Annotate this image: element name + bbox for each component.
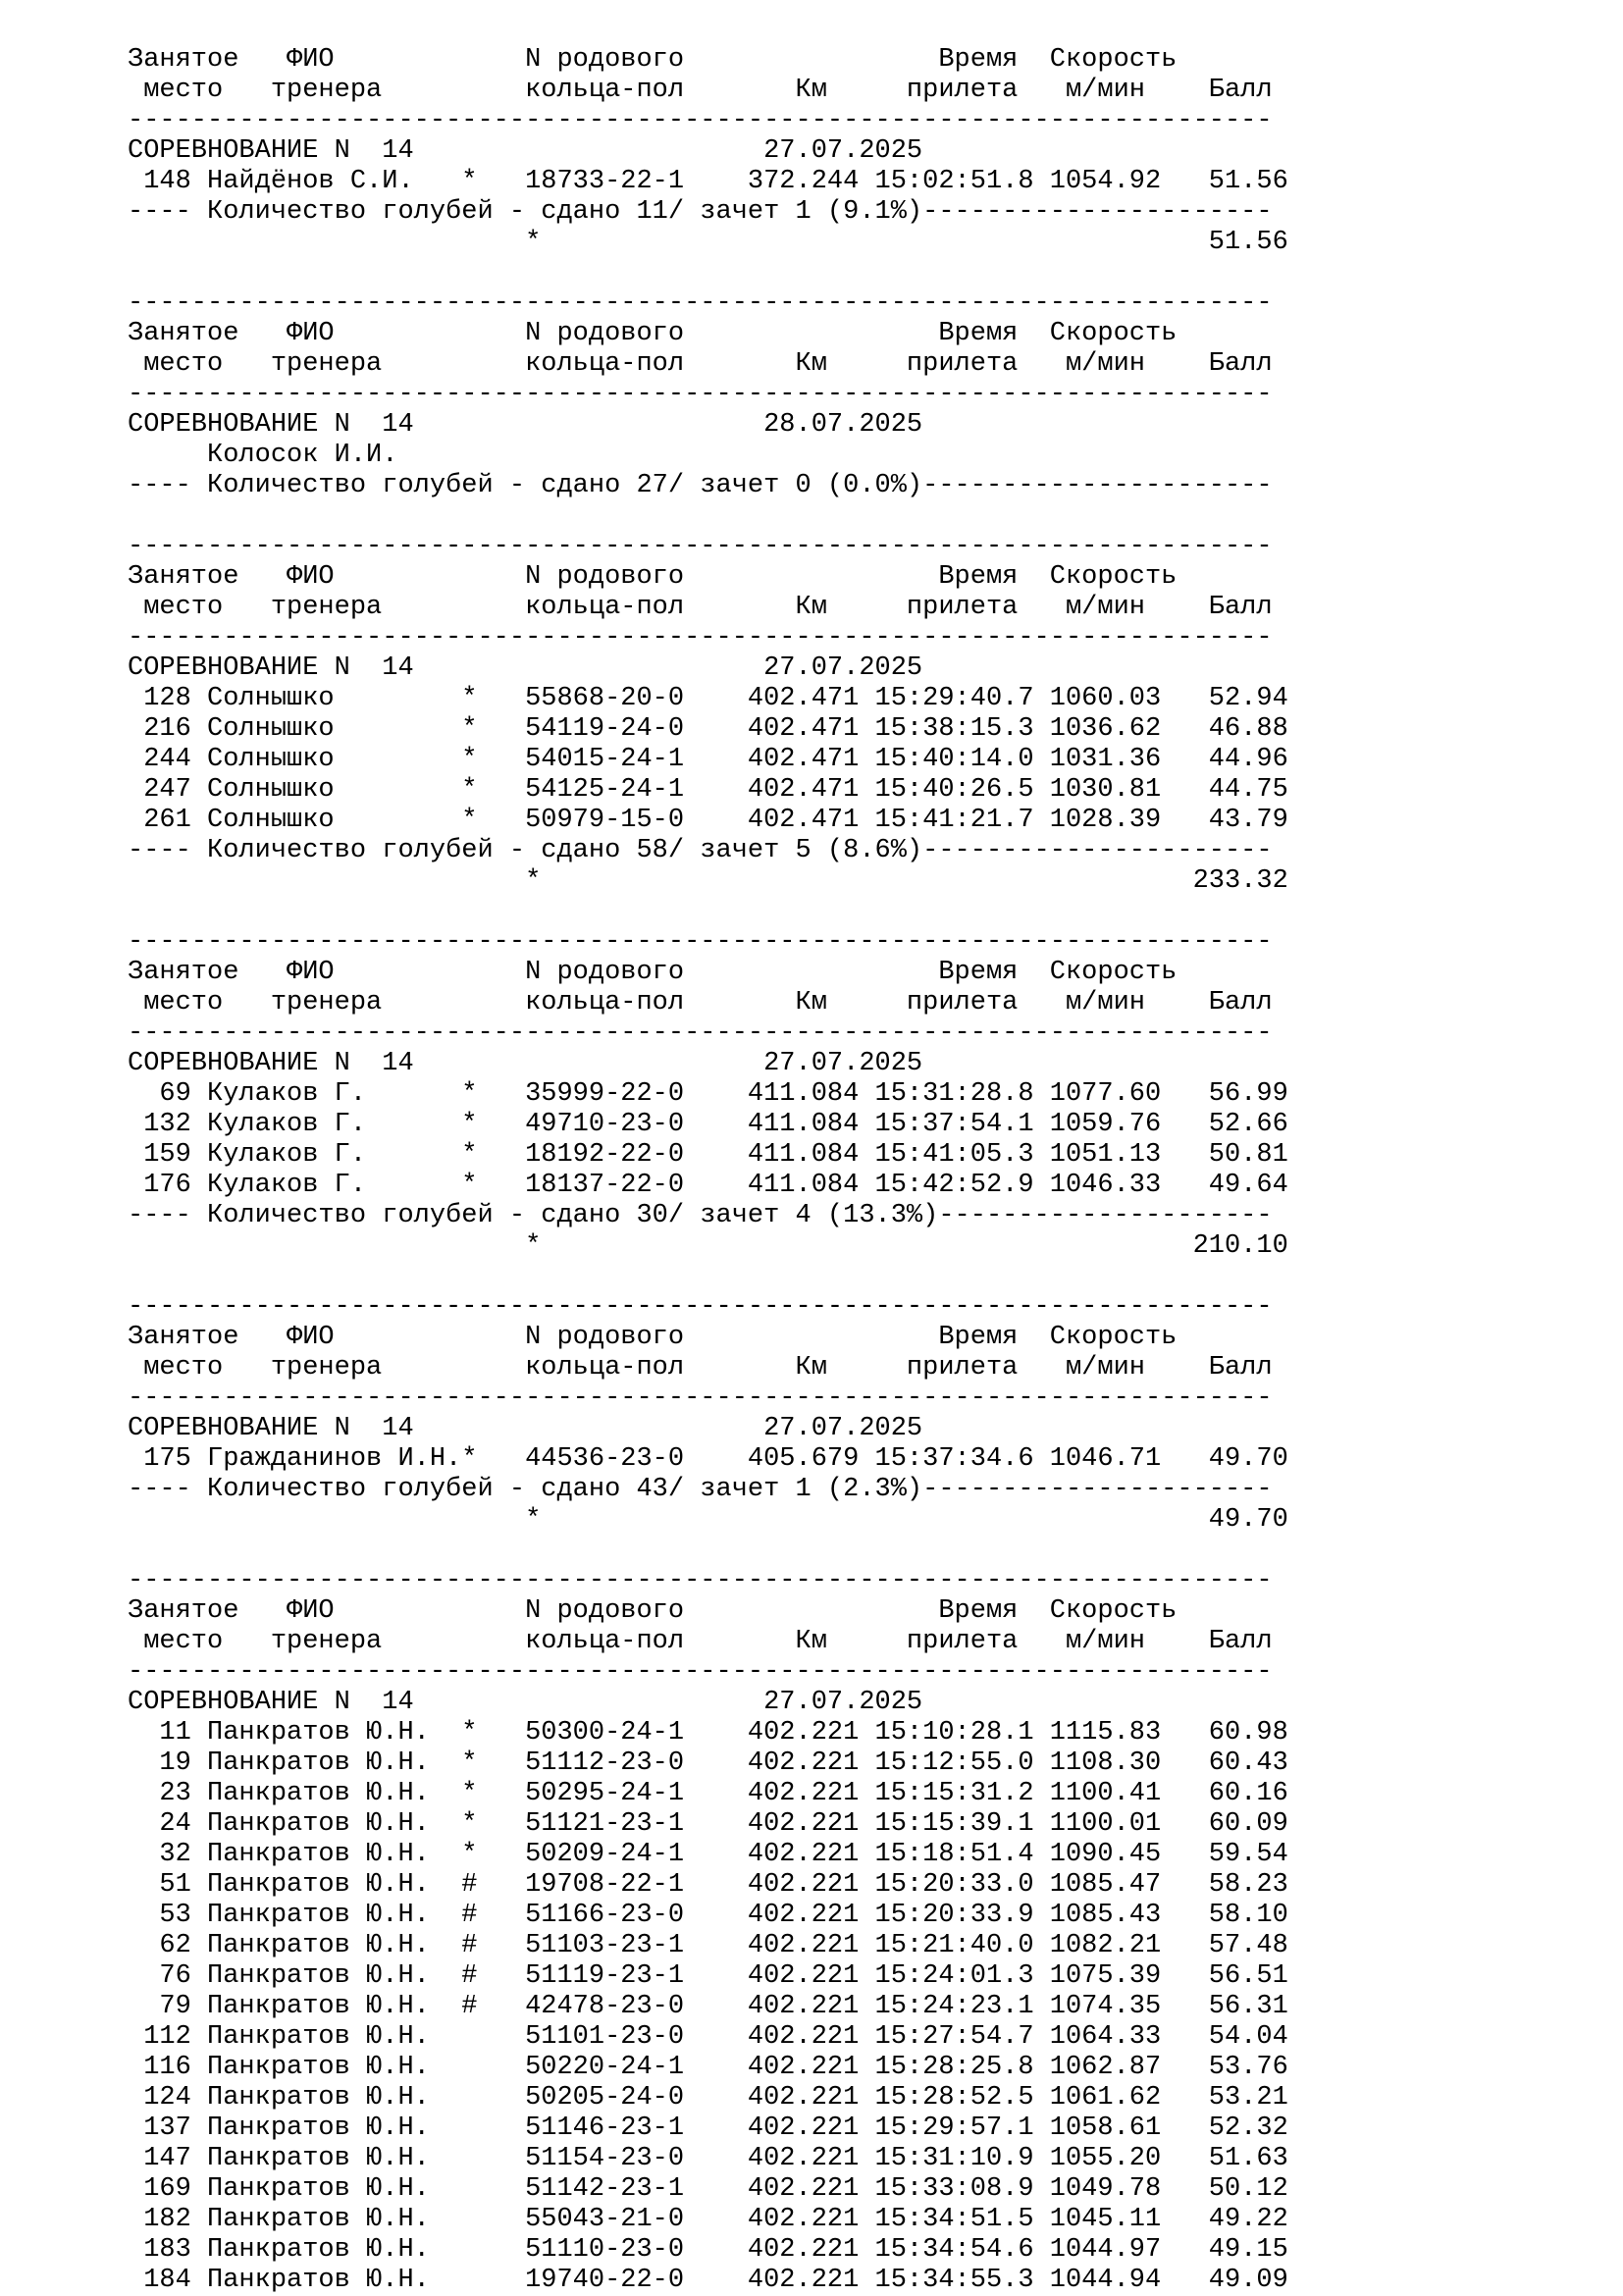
header-separator-line: ------------------------------------------------------------------------ xyxy=(128,106,1273,135)
table-header-line-1: Занятое ФИО N родового Время Скорость xyxy=(128,1596,1178,1626)
section-separator-line: ------------------------------------------------------------------------ xyxy=(128,532,1273,561)
table-header-line-2: место тренера кольца-пол Км прилета м/мин Балл xyxy=(128,349,1273,379)
header-separator-line: ------------------------------------------------------------------------ xyxy=(128,1383,1273,1413)
result-row: 53 Панкратов Ю.Н. # 51166-23-0 402.221 15:20:33.9 1085.43 58.10 xyxy=(128,1901,1288,1930)
blank-line xyxy=(128,501,1623,532)
result-row: 62 Панкратов Ю.Н. # 51103-23-1 402.221 15:21:40.0 1082.21 57.48 xyxy=(128,1931,1288,1960)
table-header-line-1: Занятое ФИО N родового Время Скорость xyxy=(128,958,1178,987)
result-row: 32 Панкратов Ю.Н. * 50209-24-1 402.221 15:18:51.4 1090.45 59.54 xyxy=(128,1840,1288,1869)
table-header-line-1: Занятое ФИО N родового Время Скорость xyxy=(128,45,1178,75)
result-row: 147 Панкратов Ю.Н. 51154-23-0 402.221 15:31:10.9 1055.20 51.63 xyxy=(128,2144,1288,2173)
result-row: 183 Панкратов Ю.Н. 51110-23-0 402.221 15:34:54.6 1044.97 49.15 xyxy=(128,2235,1288,2265)
header-separator-line: ------------------------------------------------------------------------ xyxy=(128,623,1273,652)
competition-line: СОРЕВНОВАНИЕ N 14 27.07.2025 xyxy=(128,136,923,166)
section-separator-line: ------------------------------------------------------------------------ xyxy=(128,288,1273,318)
competition-line: СОРЕВНОВАНИЕ N 14 27.07.2025 xyxy=(128,653,923,683)
result-row: 247 Солнышко * 54125-24-1 402.471 15:40:26.5 1030.81 44.75 xyxy=(128,775,1288,805)
result-row: 76 Панкратов Ю.Н. # 51119-23-1 402.221 15:24:01.3 1075.39 56.51 xyxy=(128,1961,1288,1991)
table-header-line-2: место тренера кольца-пол Км прилета м/мин Балл xyxy=(128,76,1273,105)
competition-line: СОРЕВНОВАНИЕ N 14 27.07.2025 xyxy=(128,1414,923,1443)
summary-line: ---- Количество голубей - сдано 11/ зачет 1 (9.1%)---------------------- xyxy=(128,197,1273,227)
result-row: 19 Панкратов Ю.Н. * 51112-23-0 402.221 15:12:55.0 1108.30 60.43 xyxy=(128,1748,1288,1778)
result-row: 182 Панкратов Ю.Н. 55043-21-0 402.221 15:34:51.5 1045.11 49.22 xyxy=(128,2205,1288,2234)
section-separator-line: ------------------------------------------------------------------------ xyxy=(128,1292,1273,1322)
table-header-line-2: место тренера кольца-пол Км прилета м/мин Балл xyxy=(128,1353,1273,1383)
header-separator-line: ------------------------------------------------------------------------ xyxy=(128,380,1273,409)
trainer-name-line: Колосок И.И. xyxy=(128,441,398,470)
result-row: 244 Солнышко * 54015-24-1 402.471 15:40:14.0 1031.36 44.96 xyxy=(128,745,1288,774)
result-row: 124 Панкратов Ю.Н. 50205-24-0 402.221 15:28:52.5 1061.62 53.21 xyxy=(128,2083,1288,2113)
result-row: 137 Панкратов Ю.Н. 51146-23-1 402.221 15:29:57.1 1058.61 52.32 xyxy=(128,2113,1288,2143)
summary-line: ---- Количество голубей - сдано 27/ зачет 0 (0.0%)---------------------- xyxy=(128,471,1273,500)
blank-line xyxy=(128,258,1623,288)
result-row: 159 Кулаков Г. * 18192-22-0 411.084 15:41:05.3 1051.13 50.81 xyxy=(128,1140,1288,1170)
header-separator-line: ------------------------------------------------------------------------ xyxy=(128,1657,1273,1687)
result-row: 51 Панкратов Ю.Н. # 19708-22-1 402.221 15:20:33.0 1085.47 58.23 xyxy=(128,1870,1288,1900)
result-row: 116 Панкратов Ю.Н. 50220-24-1 402.221 15:28:25.8 1062.87 53.76 xyxy=(128,2053,1288,2082)
result-row: 23 Панкратов Ю.Н. * 50295-24-1 402.221 15:15:31.2 1100.41 60.16 xyxy=(128,1779,1288,1808)
result-row: 128 Солнышко * 55868-20-0 402.471 15:29:40.7 1060.03 52.94 xyxy=(128,684,1288,713)
table-header-line-1: Занятое ФИО N родового Время Скорость xyxy=(128,319,1178,348)
blank-line xyxy=(128,1262,1623,1292)
table-header-line-1: Занятое ФИО N родового Время Скорость xyxy=(128,1323,1178,1352)
section-separator-line: ------------------------------------------------------------------------ xyxy=(128,1566,1273,1595)
result-row: 148 Найдёнов С.И. * 18733-22-1 372.244 15:02:51.8 1054.92 51.56 xyxy=(128,167,1288,196)
table-header-line-2: место тренера кольца-пол Км прилета м/мин Балл xyxy=(128,593,1273,622)
total-line: * 233.32 xyxy=(128,866,1288,896)
blank-line xyxy=(128,897,1623,927)
pigeon-results-report xyxy=(128,45,1623,2296)
result-row: 175 Гражданинов И.Н.* 44536-23-0 405.679 15:37:34.6 1046.71 49.70 xyxy=(128,1444,1288,1474)
total-line: * 49.70 xyxy=(128,1505,1288,1535)
result-row: 216 Солнышко * 54119-24-0 402.471 15:38:15.3 1036.62 46.88 xyxy=(128,714,1288,744)
summary-line: ---- Количество голубей - сдано 58/ зачет 5 (8.6%)---------------------- xyxy=(128,836,1273,865)
result-row: 69 Кулаков Г. * 35999-22-0 411.084 15:31:28.8 1077.60 56.99 xyxy=(128,1079,1288,1109)
result-row: 79 Панкратов Ю.Н. # 42478-23-0 402.221 15:24:23.1 1074.35 56.31 xyxy=(128,1992,1288,2021)
result-row: 176 Кулаков Г. * 18137-22-0 411.084 15:42:52.9 1046.33 49.64 xyxy=(128,1171,1288,1200)
competition-line: СОРЕВНОВАНИЕ N 14 27.07.2025 xyxy=(128,1049,923,1078)
competition-line: СОРЕВНОВАНИЕ N 14 27.07.2025 xyxy=(128,1688,923,1717)
summary-line: ---- Количество голубей - сдано 43/ зачет 1 (2.3%)---------------------- xyxy=(128,1475,1273,1504)
result-row: 261 Солнышко * 50979-15-0 402.471 15:41:21.7 1028.39 43.79 xyxy=(128,806,1288,835)
competition-line: СОРЕВНОВАНИЕ N 14 28.07.2025 xyxy=(128,410,923,440)
table-header-line-2: место тренера кольца-пол Км прилета м/мин Балл xyxy=(128,1627,1273,1656)
result-row: 169 Панкратов Ю.Н. 51142-23-1 402.221 15:33:08.9 1049.78 50.12 xyxy=(128,2174,1288,2204)
result-row: 112 Панкратов Ю.Н. 51101-23-0 402.221 15:27:54.7 1064.33 54.04 xyxy=(128,2022,1288,2052)
result-row: 24 Панкратов Ю.Н. * 51121-23-1 402.221 15:15:39.1 1100.01 60.09 xyxy=(128,1809,1288,1839)
blank-line xyxy=(128,1536,1623,1566)
total-line: * 51.56 xyxy=(128,228,1288,257)
section-separator-line: ------------------------------------------------------------------------ xyxy=(128,927,1273,957)
result-row: 184 Панкратов Ю.Н. 19740-22-0 402.221 15:34:55.3 1044.94 49.09 xyxy=(128,2266,1288,2295)
table-header-line-1: Занятое ФИО N родового Время Скорость xyxy=(128,562,1178,592)
table-header-line-2: место тренера кольца-пол Км прилета м/мин Балл xyxy=(128,988,1273,1018)
result-row: 132 Кулаков Г. * 49710-23-0 411.084 15:37:54.1 1059.76 52.66 xyxy=(128,1110,1288,1139)
summary-line: ---- Количество голубей - сдано 30/ зачет 4 (13.3%)--------------------- xyxy=(128,1201,1273,1230)
header-separator-line: ------------------------------------------------------------------------ xyxy=(128,1018,1273,1048)
total-line: * 210.10 xyxy=(128,1231,1288,1261)
result-row: 11 Панкратов Ю.Н. * 50300-24-1 402.221 15:10:28.1 1115.83 60.98 xyxy=(128,1718,1288,1748)
